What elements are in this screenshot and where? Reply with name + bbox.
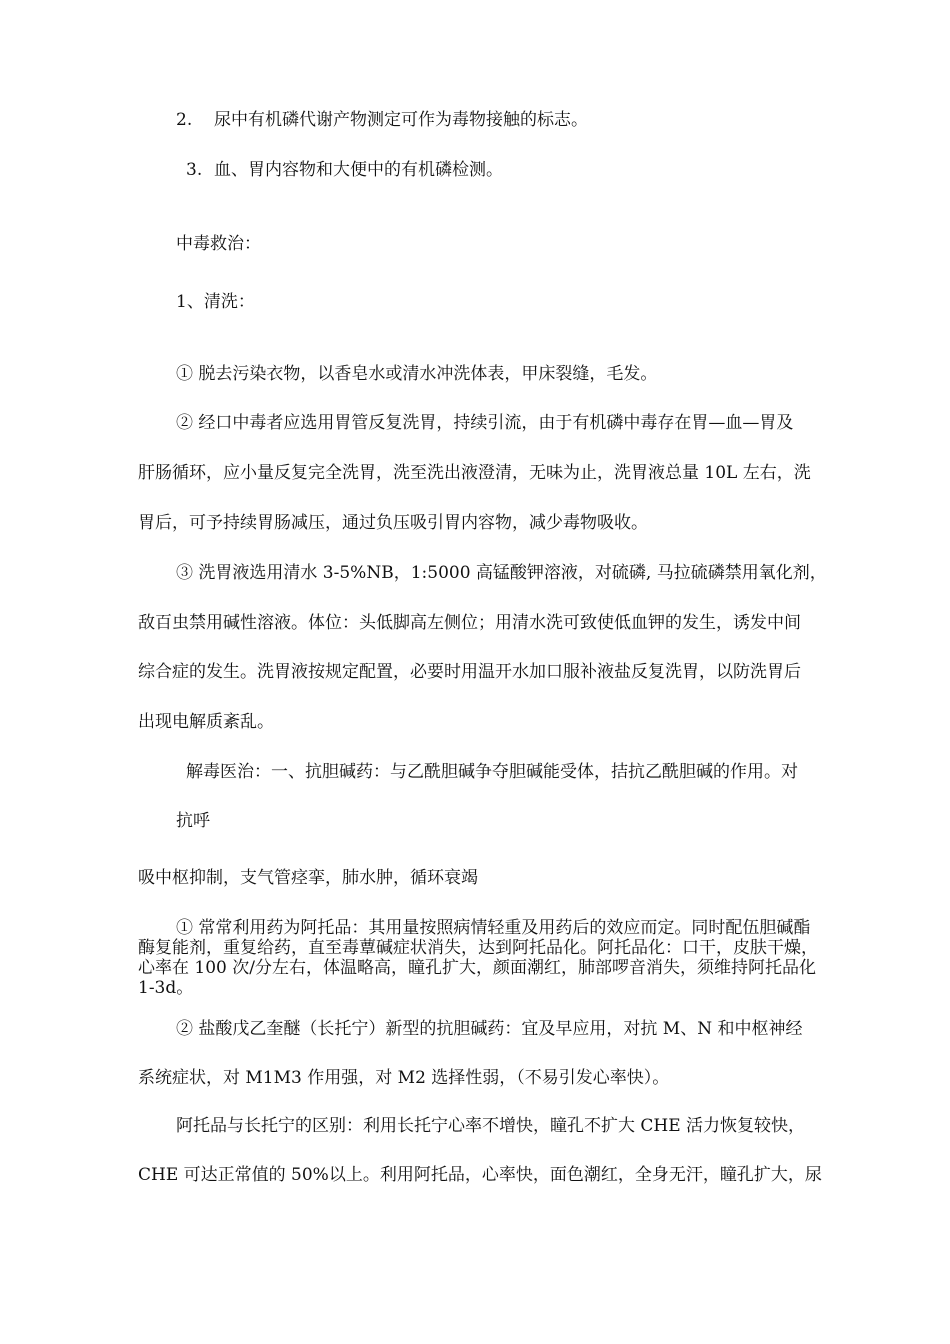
paragraph-line: ① 脱去污染衣物，以香皂水或清水冲洗体表，甲床裂缝，毛发。 xyxy=(176,364,658,384)
paragraph-line: 1-3d。 xyxy=(138,978,194,998)
paragraph-line: 肝肠循环，应小量反复完全洗胃，洗至洗出液澄清，无味为止，洗胃液总量 10L 左右，洗 xyxy=(138,463,811,483)
paragraph-line: 抗呼 xyxy=(176,811,210,831)
paragraph-line: ② 经口中毒者应选用胃管反复洗胃，持续引流，由于有机磷中毒存在胃—血—胃及 xyxy=(176,413,794,433)
section-heading: 中毒救治： xyxy=(176,234,261,254)
paragraph-line: ③ 洗胃液选用清水 3-5%NB，1:5000 高锰酸钾溶液，对硫磷, 马拉硫磷禁用氧化剂， xyxy=(176,563,827,583)
subsection-heading: 1、清洗： xyxy=(176,292,255,312)
paragraph-line: 综合症的发生。洗胃液按规定配置，必要时用温开水加口服补液盐反复洗胃，以防洗胃后 xyxy=(138,662,801,682)
paragraph-line: 心率在 100 次/分左右，体温略高，瞳孔扩大，颜面潮红，肺部啰音消失，须维持阿托品化 xyxy=(138,958,816,978)
paragraph-line: CHE 可达正常值的 50%以上。利用阿托品，心率快，面色潮红，全身无汗，瞳孔扩大，尿 xyxy=(138,1165,822,1185)
paragraph-line: ② 盐酸戊乙奎醚（长托宁）新型的抗胆碱药：宜及早应用，对抗 M、N 和中枢神经 xyxy=(176,1019,803,1039)
paragraph-line: 出现电解质紊乱。 xyxy=(138,712,274,732)
list-item-text: 血、胃内容物和大便中的有机磷检测。 xyxy=(214,160,503,180)
paragraph-line: 阿托品与长托宁的区别：利用长托宁心率不增快，瞳孔不扩大 CHE 活力恢复较快， xyxy=(176,1116,806,1136)
paragraph-line: 解毒医治：一、抗胆碱药：与乙酰胆碱争夺胆碱能受体，拮抗乙酰胆碱的作用。对 xyxy=(186,762,798,782)
paragraph-line: ① 常常利用药为阿托品：其用量按照病情轻重及用药后的效应而定。同时配伍胆碱酯 xyxy=(176,918,811,938)
paragraph-line: 吸中枢抑制，支气管痉挛，肺水肿，循环衰竭 xyxy=(138,868,478,888)
paragraph-line: 酶复能剂，重复给药，直至毒蕈碱症状消失，达到阿托品化。阿托品化：口干，皮肤干燥， xyxy=(138,938,818,958)
paragraph-line: 胃后，可予持续胃肠减压，通过负压吸引胃内容物，减少毒物吸收。 xyxy=(138,513,648,533)
paragraph-line: 系统症状，对 M1M3 作用强，对 M2 选择性弱，（不易引发心率快）。 xyxy=(138,1068,670,1088)
list-number: 2. xyxy=(176,110,193,130)
list-item-text: 尿中有机磷代谢产物测定可作为毒物接触的标志。 xyxy=(214,110,588,130)
paragraph-line: 敌百虫禁用碱性溶液。体位：头低脚高左侧位；用清水洗可致使低血钾的发生，诱发中间 xyxy=(138,613,801,633)
list-number: 3. xyxy=(186,160,203,180)
